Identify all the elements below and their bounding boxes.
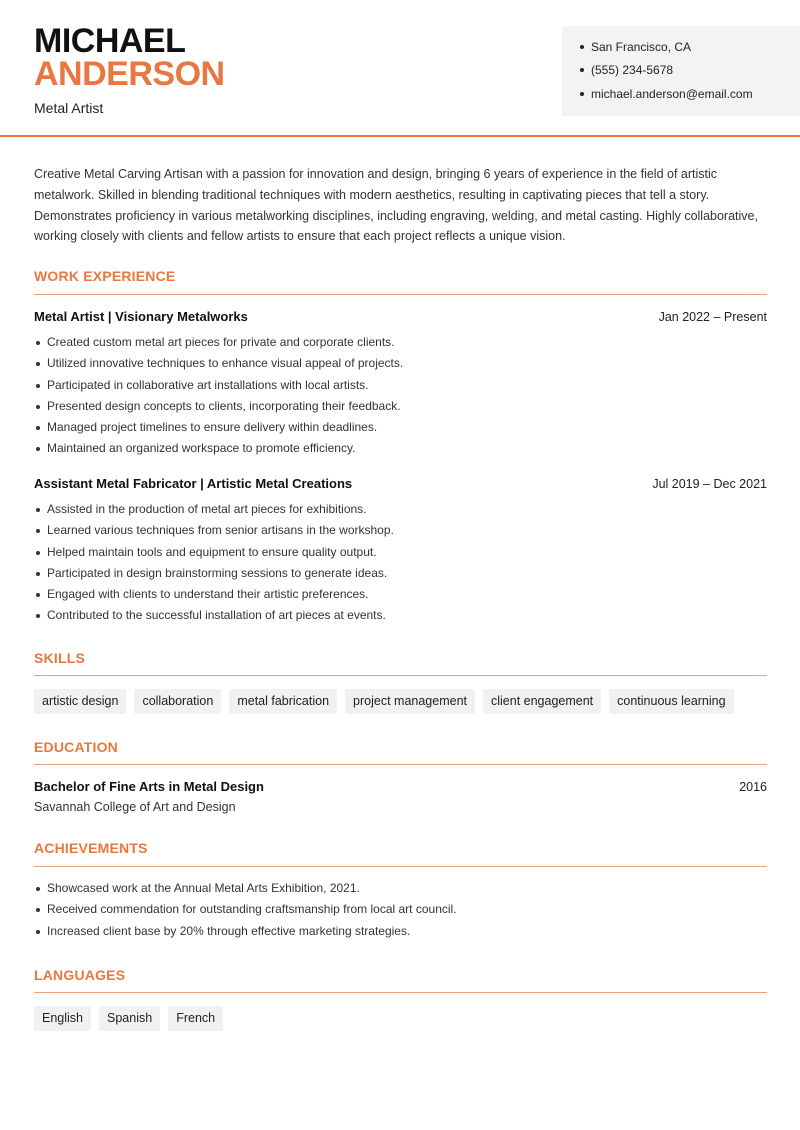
list-item: Helped maintain tools and equipment to ensure quality output.: [34, 542, 767, 563]
last-name: ANDERSON: [34, 55, 225, 93]
location-text: San Francisco, CA: [591, 40, 692, 54]
section-divider: [34, 294, 767, 295]
section-title-languages: LANGUAGES: [34, 967, 126, 983]
contact-phone: [580, 63, 673, 77]
list-item: Managed project timelines to ensure delivery within deadlines.: [34, 417, 767, 438]
education-year: 2016: [739, 780, 767, 794]
list-item: Created custom metal art pieces for private and corporate clients.: [34, 332, 767, 353]
bullet-icon: [580, 45, 584, 49]
list-item: Presented design concepts to clients, incorporating their feedback.: [34, 396, 767, 417]
job-dates: Jul 2019 – Dec 2021: [652, 477, 767, 491]
language-tag: Spanish: [99, 1006, 160, 1031]
education-degree: Bachelor of Fine Arts in Metal Design: [34, 779, 264, 794]
job-role: Metal Artist | Visionary Metalworks: [34, 309, 248, 324]
section-title-skills: SKILLS: [34, 650, 85, 666]
job-title: Metal Artist: [34, 100, 104, 116]
skills-list: [34, 689, 734, 714]
achievements-list: [34, 878, 767, 942]
skill-tag: collaboration: [134, 689, 221, 714]
summary: Creative Metal Carving Artisan with a passion for innovation and design, bringing 6 years of experience in the field of artistic metalwork. Skilled in blending traditional techniques with modern aesthetics, resulting in captivating pieces that tell a story. Demonstrates proficiency in various metalworking disciplines, including engraving, welding, and metal casting. Highly collaborative, working closely with clients and fellow artists to ensure that each project reflects a unique vision.: [34, 167, 758, 244]
email-text: michael.anderson@email.com: [591, 87, 753, 101]
section-divider: [34, 764, 767, 765]
contact-box: [562, 26, 800, 116]
section-title-education: EDUCATION: [34, 739, 118, 755]
languages-list: [34, 1006, 223, 1031]
section-title-achievements: ACHIEVEMENTS: [34, 840, 148, 856]
list-item: Received commendation for outstanding craftsmanship from local art council.: [34, 899, 767, 920]
skill-tag: continuous learning: [609, 689, 733, 714]
skill-tag: client engagement: [483, 689, 601, 714]
list-item: Maintained an organized workspace to promote efficiency.: [34, 438, 767, 459]
list-item: Utilized innovative techniques to enhance visual appeal of projects.: [34, 353, 767, 374]
skill-tag: metal fabrication: [229, 689, 337, 714]
language-tag: French: [168, 1006, 223, 1031]
section-title-work: WORK EXPERIENCE: [34, 268, 176, 284]
list-item: Engaged with clients to understand their artistic preferences.: [34, 584, 767, 605]
job-header: [34, 309, 767, 325]
list-item: Increased client base by 20% through effective marketing strategies.: [34, 921, 767, 942]
list-item: Participated in collaborative art installations with local artists.: [34, 375, 767, 396]
list-item: Contributed to the successful installation of art pieces at events.: [34, 605, 767, 626]
list-item: Assisted in the production of metal art pieces for exhibitions.: [34, 499, 767, 520]
section-divider: [34, 675, 767, 676]
job-header: [34, 476, 767, 492]
resume-header: [0, 0, 800, 137]
contact-location: [580, 40, 691, 54]
first-name: MICHAEL: [34, 22, 186, 60]
list-item: Participated in design brainstorming sessions to generate ideas.: [34, 563, 767, 584]
skill-tag: project management: [345, 689, 475, 714]
job-bullets: [34, 332, 767, 460]
list-item: Learned various techniques from senior artisans in the workshop.: [34, 520, 767, 541]
phone-text: (555) 234-5678: [591, 63, 674, 77]
bullet-icon: [580, 92, 584, 96]
contact-email: [580, 87, 753, 101]
job-dates: Jan 2022 – Present: [658, 310, 767, 324]
education-school: Savannah College of Art and Design: [34, 800, 236, 814]
job-bullets: [34, 499, 767, 627]
skill-tag: artistic design: [34, 689, 126, 714]
job-role: Assistant Metal Fabricator | Artistic Metal Creations: [34, 476, 353, 491]
list-item: Showcased work at the Annual Metal Arts Exhibition, 2021.: [34, 878, 767, 899]
section-divider: [34, 866, 767, 867]
section-divider: [34, 992, 767, 993]
bullet-icon: [580, 68, 584, 72]
language-tag: English: [34, 1006, 91, 1031]
